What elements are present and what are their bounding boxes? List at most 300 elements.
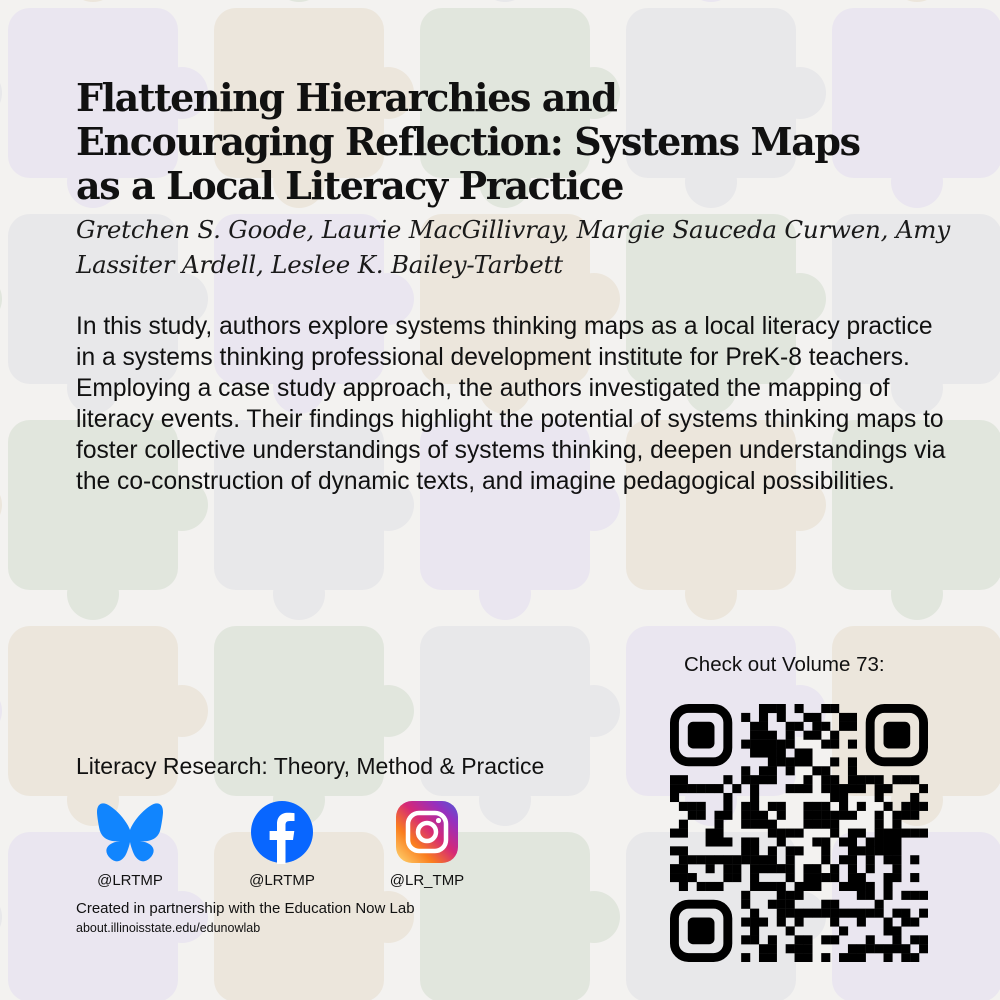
qr-module [741, 855, 750, 864]
qr-module [884, 882, 893, 891]
qr-module [892, 935, 901, 944]
qr-module [777, 864, 786, 873]
qr-module [821, 811, 830, 820]
qr-module [803, 909, 812, 918]
qr-module [821, 855, 830, 864]
qr-module [697, 784, 706, 793]
qr-module [750, 873, 759, 882]
qr-module [830, 820, 839, 829]
qr-module [857, 784, 866, 793]
qr-module [688, 873, 697, 882]
author-list: Gretchen S. Goode, Laurie MacGillivray, Margie Sauceda Curwen, Amy Lassiter Ardell, Leslee K. Bailey-Tarbett [76, 215, 950, 279]
qr-module [679, 820, 688, 829]
qr-module [821, 935, 830, 944]
qr-module [777, 704, 786, 713]
qr-module [723, 855, 732, 864]
qr-module [697, 811, 706, 820]
qr-module [901, 829, 910, 838]
qr-module [768, 900, 777, 909]
qr-module [884, 837, 893, 846]
qr-module [875, 820, 884, 829]
qr-module [768, 740, 777, 749]
qr-module [670, 793, 679, 802]
qr-module [866, 775, 875, 784]
qr-module [821, 837, 830, 846]
qr-module [839, 926, 848, 935]
qr-module [830, 757, 839, 766]
qr-module [768, 829, 777, 838]
qr-module [786, 944, 795, 953]
qr-module [803, 802, 812, 811]
qr-module [821, 784, 830, 793]
qr-module [768, 882, 777, 891]
qr-module [777, 757, 786, 766]
qr-module [919, 944, 928, 953]
qr-module [875, 846, 884, 855]
qr-module [848, 837, 857, 846]
qr-module [892, 926, 901, 935]
qr-module [892, 775, 901, 784]
qr-module [777, 748, 786, 757]
qr-module [741, 900, 750, 909]
qr-module [670, 864, 679, 873]
qr-module [750, 918, 759, 927]
qr-module [866, 846, 875, 855]
qr-module [795, 757, 804, 766]
qr-module [741, 953, 750, 962]
qr-module [848, 722, 857, 731]
qr-module [848, 846, 857, 855]
qr-module [875, 909, 884, 918]
qr-module [910, 775, 919, 784]
qr-module [688, 802, 697, 811]
qr-module [821, 873, 830, 882]
qr-module [919, 891, 928, 900]
qr-module [688, 784, 697, 793]
qr-module [839, 784, 848, 793]
qr-module [910, 891, 919, 900]
qr-module [795, 748, 804, 757]
qr-module [812, 722, 821, 731]
qr-module [812, 909, 821, 918]
qr-module [830, 918, 839, 927]
qr-module [768, 704, 777, 713]
qr-module [795, 953, 804, 962]
qr-module [892, 811, 901, 820]
qr-module [848, 873, 857, 882]
qr-module [741, 811, 750, 820]
qr-module [830, 775, 839, 784]
qr-module [884, 802, 893, 811]
qr-module [866, 882, 875, 891]
qr-module [892, 873, 901, 882]
qr-module [919, 909, 928, 918]
qr-module [750, 731, 759, 740]
qr-module [741, 766, 750, 775]
qr-module [830, 731, 839, 740]
qr-module [803, 713, 812, 722]
qr-module [848, 713, 857, 722]
qr-module [875, 811, 884, 820]
qr-module [910, 935, 919, 944]
qr-module [714, 837, 723, 846]
qr-module [830, 909, 839, 918]
partner-url[interactable]: about.illinoisstate.edu/edunowlab [76, 921, 261, 935]
qr-module [786, 900, 795, 909]
qr-module [688, 855, 697, 864]
qr-module [679, 802, 688, 811]
qr-module [821, 909, 830, 918]
instagram-icon [395, 800, 459, 864]
qr-module [723, 775, 732, 784]
qr-module [706, 829, 715, 838]
qr-module [848, 909, 857, 918]
qr-module [706, 837, 715, 846]
qr-module [786, 909, 795, 918]
qr-finder-center [688, 918, 715, 945]
qr-module [795, 784, 804, 793]
qr-module [901, 944, 910, 953]
qr-module [839, 837, 848, 846]
qr-module [786, 873, 795, 882]
qr-module [821, 775, 830, 784]
qr-module [857, 882, 866, 891]
facebook-handle: @LRTMP [249, 872, 315, 889]
qr-module [919, 802, 928, 811]
qr-module [795, 891, 804, 900]
qr-module [697, 882, 706, 891]
qr-module [750, 864, 759, 873]
qr-module [901, 909, 910, 918]
qr-module [919, 935, 928, 944]
qr-module [786, 855, 795, 864]
qr-module [768, 748, 777, 757]
qr-module [830, 935, 839, 944]
qr-module [812, 820, 821, 829]
qr-module [812, 837, 821, 846]
qr-module [830, 811, 839, 820]
qr-module [795, 704, 804, 713]
qr-module [795, 918, 804, 927]
qr-module [777, 829, 786, 838]
qr-module [786, 891, 795, 900]
qr-module [741, 802, 750, 811]
qr-module [839, 811, 848, 820]
qr-module [670, 873, 679, 882]
partner-credit: Created in partnership with the Education Now Lab [76, 900, 415, 917]
qr-module [803, 757, 812, 766]
qr-module [875, 793, 884, 802]
qr-module [750, 793, 759, 802]
qr-code[interactable] [670, 704, 928, 962]
qr-module [714, 820, 723, 829]
qr-module [723, 811, 732, 820]
qr-module [812, 864, 821, 873]
qr-module [723, 802, 732, 811]
qr-module [670, 829, 679, 838]
qr-module [910, 802, 919, 811]
qr-module [821, 846, 830, 855]
qr-module [759, 748, 768, 757]
qr-module [768, 766, 777, 775]
qr-module [679, 882, 688, 891]
qr-module [732, 873, 741, 882]
qr-module [679, 873, 688, 882]
qr-module [759, 864, 768, 873]
qr-module [768, 855, 777, 864]
qr-module [786, 864, 795, 873]
qr-module [795, 882, 804, 891]
qr-module [830, 784, 839, 793]
qr-module [759, 713, 768, 722]
qr-module [892, 944, 901, 953]
qr-module [839, 793, 848, 802]
qr-module [741, 918, 750, 927]
abstract-text: In this study, authors explore systems thinking maps as a local literacy practice in a systems thinking professional development institute for PreK-8 teachers. Employing a case study approach, the authors investigated the mapping of literacy events. Their findings highlight the potential of systems thinking maps to foster collective understandings of systems thinking, deepen understandings via the co-construction of dynamic texts, and imagine pedagogical possibilities. [76, 313, 946, 495]
qr-module [892, 829, 901, 838]
qr-module [723, 837, 732, 846]
qr-module [848, 740, 857, 749]
qr-module [795, 935, 804, 944]
qr-module [697, 802, 706, 811]
qr-module [777, 740, 786, 749]
qr-module [732, 864, 741, 873]
qr-module [679, 846, 688, 855]
qr-module [803, 935, 812, 944]
qr-module [777, 837, 786, 846]
qr-module [786, 731, 795, 740]
qr-module [777, 802, 786, 811]
volume-callout: Check out Volume 73: [684, 653, 885, 676]
qr-module [706, 855, 715, 864]
qr-module [830, 704, 839, 713]
qr-module [901, 891, 910, 900]
qr-module [839, 855, 848, 864]
qr-module [866, 837, 875, 846]
qr-module [670, 775, 679, 784]
qr-module [803, 882, 812, 891]
qr-module [875, 900, 884, 909]
qr-module [803, 731, 812, 740]
qr-module [892, 909, 901, 918]
qr-module [777, 909, 786, 918]
qr-module [706, 784, 715, 793]
qr-module [750, 784, 759, 793]
qr-module [821, 722, 830, 731]
qr-module [866, 935, 875, 944]
qr-module [919, 784, 928, 793]
qr-module [777, 891, 786, 900]
qr-module [857, 846, 866, 855]
qr-module [741, 713, 750, 722]
qr-module [732, 784, 741, 793]
qr-module [848, 882, 857, 891]
qr-module [777, 882, 786, 891]
qr-module [679, 829, 688, 838]
qr-module [892, 846, 901, 855]
qr-module [866, 909, 875, 918]
qr-module [741, 891, 750, 900]
qr-module [795, 829, 804, 838]
qr-module [892, 820, 901, 829]
qr-module [786, 829, 795, 838]
qr-module [848, 775, 857, 784]
qr-module [821, 802, 830, 811]
qr-module [679, 784, 688, 793]
qr-finder-center [884, 722, 911, 749]
bluesky-butterfly-icon [95, 800, 165, 864]
qr-module [795, 944, 804, 953]
qr-module [892, 837, 901, 846]
qr-module [786, 757, 795, 766]
qr-module [759, 820, 768, 829]
qr-module [848, 811, 857, 820]
qr-module [910, 918, 919, 927]
facebook-link[interactable] [212, 800, 352, 889]
qr-module [723, 793, 732, 802]
qr-module [741, 935, 750, 944]
qr-module [768, 953, 777, 962]
qr-module [706, 882, 715, 891]
journal-name: Literacy Research: Theory, Method & Practice [76, 753, 545, 779]
qr-module [759, 731, 768, 740]
qr-module [857, 775, 866, 784]
qr-module [768, 775, 777, 784]
qr-module [821, 953, 830, 962]
qr-module [768, 802, 777, 811]
qr-module [803, 784, 812, 793]
qr-module [839, 882, 848, 891]
qr-module [857, 891, 866, 900]
instagram-handle: @LR_TMP [389, 872, 465, 889]
qr-module [750, 775, 759, 784]
qr-module [857, 802, 866, 811]
qr-module [821, 740, 830, 749]
qr-module [812, 802, 821, 811]
qr-module [901, 775, 910, 784]
qr-module [919, 829, 928, 838]
qr-module [759, 855, 768, 864]
qr-module [750, 909, 759, 918]
qr-module [812, 873, 821, 882]
qr-module [697, 855, 706, 864]
qr-module [670, 846, 679, 855]
qr-module [732, 855, 741, 864]
qr-module [679, 855, 688, 864]
qr-module [866, 891, 875, 900]
instagram-link[interactable] [357, 800, 497, 889]
qr-module [795, 909, 804, 918]
qr-module [901, 811, 910, 820]
bluesky-handle: @LRTMP [97, 872, 163, 889]
qr-module [803, 864, 812, 873]
qr-module [768, 944, 777, 953]
qr-module [759, 740, 768, 749]
qr-module [830, 873, 839, 882]
qr-module [875, 775, 884, 784]
qr-module [884, 891, 893, 900]
bluesky-link[interactable] [60, 800, 200, 889]
qr-finder-center [688, 722, 715, 749]
qr-module [759, 766, 768, 775]
qr-module [857, 873, 866, 882]
qr-module [901, 918, 910, 927]
qr-module [670, 784, 679, 793]
qr-module [759, 704, 768, 713]
qr-module [857, 944, 866, 953]
qr-module [910, 855, 919, 864]
qr-module [830, 740, 839, 749]
qr-module [830, 900, 839, 909]
qr-module [848, 784, 857, 793]
qr-module [848, 855, 857, 864]
qr-module [750, 802, 759, 811]
qr-module [723, 873, 732, 882]
qr-module [857, 909, 866, 918]
qr-module [679, 864, 688, 873]
qr-module [759, 944, 768, 953]
qr-module [866, 864, 875, 873]
qr-module [714, 882, 723, 891]
paper-title: Flattening Hierarchies and Encouraging Reflection: Systems Maps as a Local Literacy Practice [76, 75, 860, 208]
qr-module [759, 953, 768, 962]
qr-module [901, 953, 910, 962]
qr-module [750, 882, 759, 891]
qr-module [884, 926, 893, 935]
qr-module [848, 829, 857, 838]
qr-module [821, 704, 830, 713]
qr-module [759, 918, 768, 927]
qr-module [750, 740, 759, 749]
qr-module [812, 811, 821, 820]
qr-module [768, 757, 777, 766]
qr-module [875, 829, 884, 838]
qr-module [795, 846, 804, 855]
qr-module [741, 775, 750, 784]
qr-module [884, 873, 893, 882]
qr-module [759, 882, 768, 891]
qr-module [866, 944, 875, 953]
qr-module [884, 846, 893, 855]
qr-module [750, 811, 759, 820]
qr-module [812, 882, 821, 891]
qr-module [910, 873, 919, 882]
qr-module [795, 722, 804, 731]
qr-module [857, 953, 866, 962]
qr-module [848, 757, 857, 766]
qr-module [741, 740, 750, 749]
qr-module [830, 864, 839, 873]
qr-module [750, 846, 759, 855]
qr-module [803, 820, 812, 829]
qr-module [839, 909, 848, 918]
qr-module [777, 713, 786, 722]
qr-module [821, 820, 830, 829]
qr-module [910, 793, 919, 802]
qr-module [768, 864, 777, 873]
qr-module [768, 820, 777, 829]
facebook-icon [250, 800, 314, 864]
qr-module [875, 837, 884, 846]
qr-module [884, 784, 893, 793]
qr-module [910, 811, 919, 820]
qr-module [768, 846, 777, 855]
qr-module [875, 944, 884, 953]
qr-module [750, 926, 759, 935]
qr-module [901, 802, 910, 811]
qr-module [803, 873, 812, 882]
qr-module [714, 784, 723, 793]
